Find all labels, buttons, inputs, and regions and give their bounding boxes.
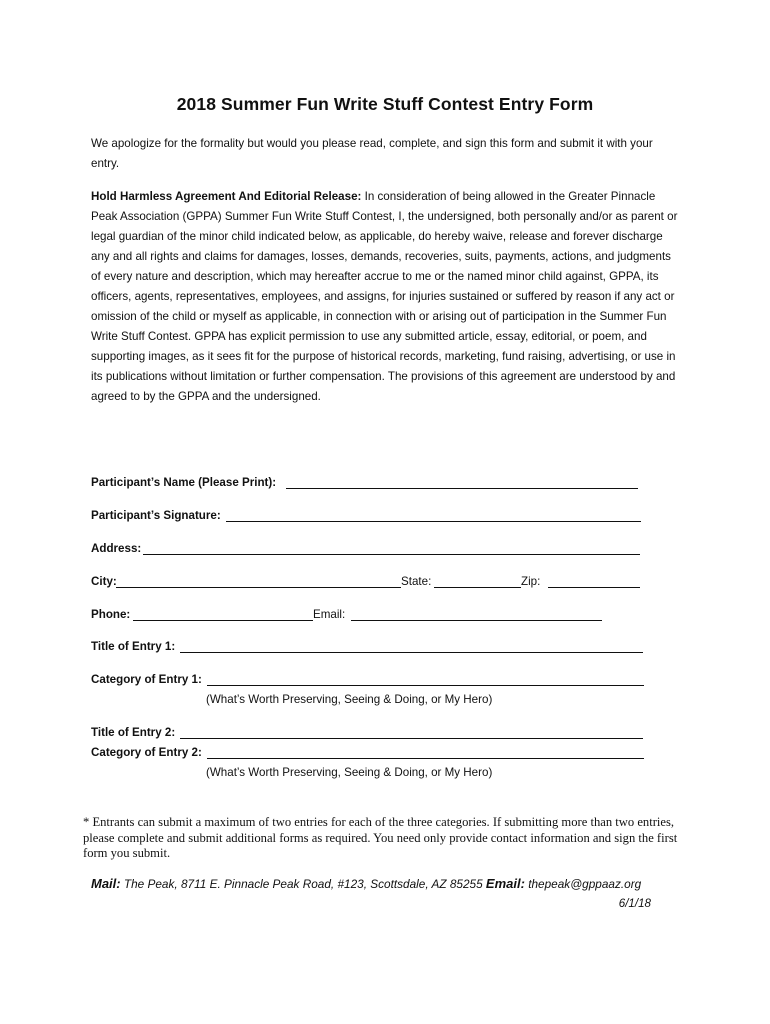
name-field-line[interactable] bbox=[286, 488, 638, 489]
city-field-line[interactable] bbox=[116, 587, 401, 588]
signature-field-line[interactable] bbox=[226, 521, 641, 522]
phone-field-line[interactable] bbox=[133, 620, 313, 621]
email-field-line[interactable] bbox=[351, 620, 602, 621]
mail-label: Mail: bbox=[91, 876, 121, 891]
state-field-line[interactable] bbox=[434, 587, 521, 588]
page-title: 2018 Summer Fun Write Stuff Contest Entry Form bbox=[176, 94, 594, 114]
agreement-body: In consideration of being allowed in the Greater Pinnacle Peak Association (GPPA) Summer Fun Write Stuff Contest, I, the undersigned, both personally and/or as parent or legal guardian of the minor child indicated below, as applicable, do hereby waive, release and forever discharge any and all rights and claims for damages, losses, demands, recoveries, suits, payments, actions, and judgments of every nature and description, which may hereafter accrue to me or the named minor child against, GPPA, its officers, agents, representatives, employees, and assigns, for injuries sustained or suffered by reason if any act or omission of the child or myself as applicable, in connection with or arising out of participation in the Summer Fun Write Stuff Contest. GPPA has explicit permission to use any submitted article, essay, editorial, or poem, and supporting images, as it sees fit for the purpose of historical records, marketing, fund raising, advertising, or use in its publications without limitation or further compensation. The provisions of this agreement are understood by and agreed to by the GPPA and the undersigned. bbox=[91, 190, 678, 403]
agreement-paragraph bbox=[91, 187, 681, 407]
agreement-heading: Hold Harmless Agreement And Editorial Release: bbox=[91, 190, 362, 203]
entry1-category-label: Category of Entry 1: bbox=[91, 673, 202, 686]
state-label: State: bbox=[401, 575, 432, 588]
entry2-category-hint: (What’s Worth Preserving, Seeing & Doing, or My Hero) bbox=[206, 766, 493, 779]
entry1-title-label: Title of Entry 1: bbox=[91, 640, 176, 653]
entry2-title-label: Title of Entry 2: bbox=[91, 726, 176, 739]
address-label: Address: bbox=[91, 542, 142, 555]
entry1-category-field-line[interactable] bbox=[207, 685, 644, 686]
zip-field-line[interactable] bbox=[548, 587, 640, 588]
form-date: 6/1/18 bbox=[618, 897, 651, 910]
entry1-title-field-line[interactable] bbox=[180, 652, 643, 653]
signature-label: Participant’s Signature: bbox=[91, 509, 221, 522]
email-label: Email: bbox=[313, 608, 346, 621]
zip-label: Zip: bbox=[521, 575, 541, 588]
entry2-category-label: Category of Entry 2: bbox=[91, 746, 202, 759]
mail-address: The Peak, 8711 E. Pinnacle Peak Road, #123, Scottsdale, AZ 85255 bbox=[120, 877, 486, 891]
entry2-title-field-line[interactable] bbox=[180, 738, 643, 739]
address-field-line[interactable] bbox=[143, 554, 640, 555]
phone-label: Phone: bbox=[91, 608, 131, 621]
footer-email-label: Email: bbox=[485, 876, 525, 891]
mail-footer bbox=[91, 876, 641, 891]
city-label: City: bbox=[91, 575, 117, 588]
entry2-category-field-line[interactable] bbox=[207, 758, 644, 759]
footer-email-address: thepeak@gppaaz.org bbox=[524, 877, 642, 891]
entries-note: * Entrants can submit a maximum of two entries for each of the three categories. If submitting more than two entries, please complete and submit additional forms as required. You need only provide contact information and sign the first form you submit. bbox=[83, 815, 678, 860]
intro-paragraph: We apologize for the formality but would you please read, complete, and sign this form and submit it with your entry. bbox=[91, 137, 653, 170]
entry1-category-hint: (What’s Worth Preserving, Seeing & Doing, or My Hero) bbox=[206, 693, 493, 706]
name-label: Participant’s Name (Please Print): bbox=[91, 476, 277, 489]
